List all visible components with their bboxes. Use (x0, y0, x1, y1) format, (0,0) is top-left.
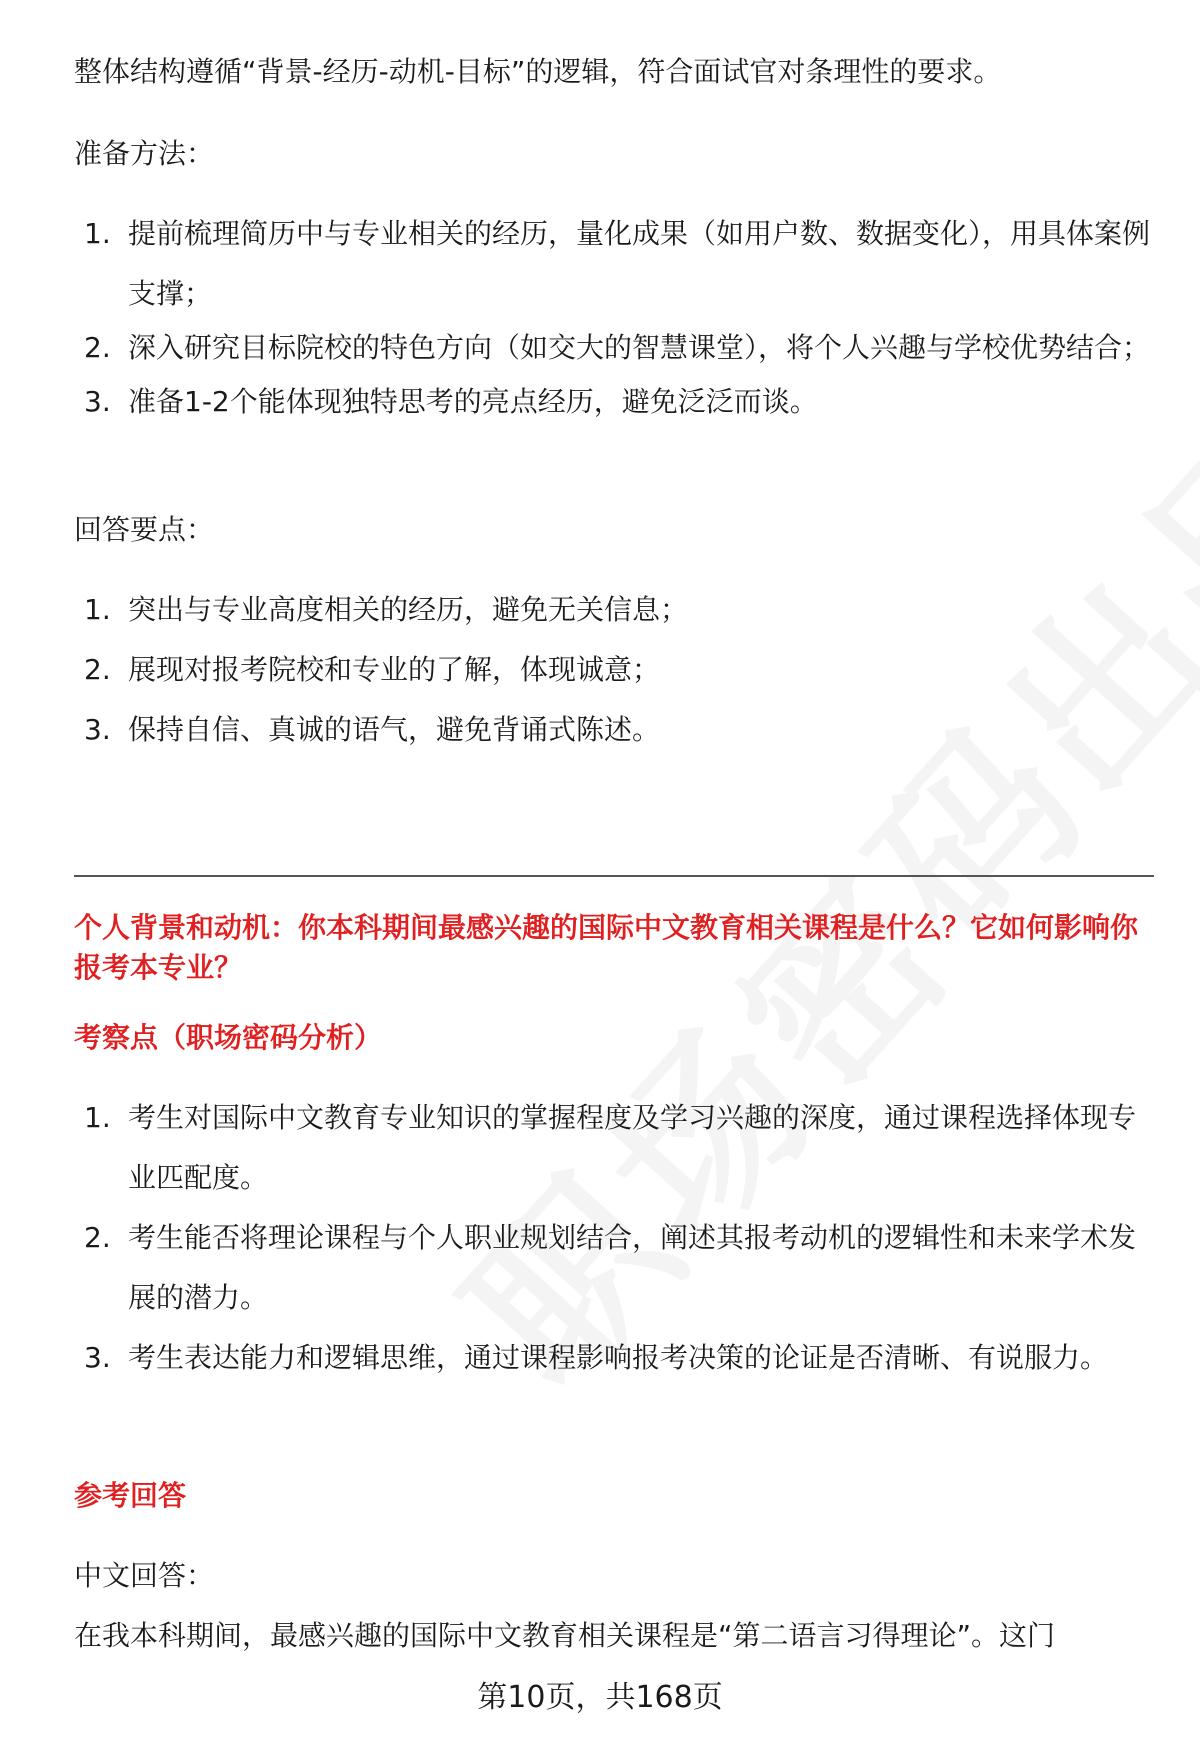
prep-list (74, 204, 1154, 432)
points-list (74, 580, 1154, 760)
points-title: 回答要点： (74, 513, 215, 546)
reference-answer-title: 参考回答 (74, 1479, 187, 1512)
question-title: 个人背景和动机：你本科期间最感兴趣的国际中文教育相关课程是什么？它如何影响你报考本专业？ (74, 911, 1139, 984)
list-item: 2. 考生能否将理论课程与个人职业规划结合，阐述其报考动机的逻辑性和未来学术发展的潜力。 (84, 1221, 1137, 1314)
list-item: 3. 保持自信、真诚的语气，避免背诵式陈述。 (84, 713, 661, 746)
exam-points-list (74, 1088, 1154, 1388)
list-item: 3. 考生表达能力和逻辑思维，通过课程影响报考决策的论证是否清晰、有说服力。 (84, 1341, 1109, 1374)
prep-title: 准备方法： (74, 137, 215, 170)
list-item: 3. 准备1-2个能体现独特思考的亮点经历，避免泛泛而谈。 (84, 385, 818, 418)
intro-paragraph: 整体结构遵循“背景-经历-动机-目标”的逻辑，符合面试官对条理性的要求。 (74, 55, 1002, 88)
list-item: 2. 深入研究目标院校的特色方向（如交大的智慧课堂），将个人兴趣与学校优势结合； (84, 331, 1151, 364)
page-number: 第10页，共168页 (477, 1680, 723, 1715)
section-divider (74, 875, 1154, 877)
cn-answer-text: 在我本科期间，最感兴趣的国际中文教育相关课程是“第二语言习得理论”。这门 (74, 1619, 1056, 1652)
list-item: 1. 考生对国际中文教育专业知识的掌握程度及学习兴趣的深度，通过课程选择体现专业匹配度。 (84, 1101, 1137, 1194)
exam-points-title: 考察点（职场密码分析） (74, 1021, 383, 1054)
cn-answer-label: 中文回答： (74, 1559, 215, 1592)
list-item: 2. 展现对报考院校和专业的了解，体现诚意； (84, 653, 661, 686)
list-item: 1. 突出与专业高度相关的经历，避免无关信息； (84, 593, 689, 626)
list-item: 1. 提前梳理简历中与专业相关的经历，量化成果（如用户数、数据变化），用具体案例支撑； (84, 217, 1151, 310)
